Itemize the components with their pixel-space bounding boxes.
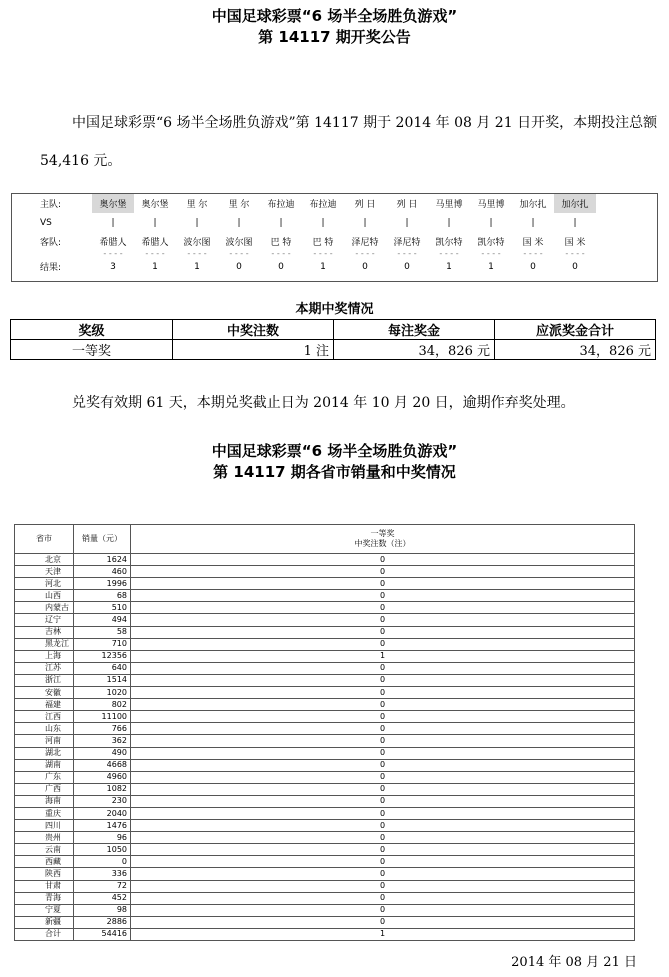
province-row (15, 626, 635, 638)
match-result: 0 (572, 261, 578, 272)
province-row (15, 699, 635, 711)
match-vs-mark: | (447, 217, 451, 228)
match-result: 1 (488, 261, 494, 272)
province-row (15, 771, 635, 783)
province-name: 山西 (15, 590, 74, 602)
province-row (15, 868, 635, 880)
province-sales: 1624 (74, 554, 131, 566)
notice-text: 兑奖有效期 61 天，本期兑奖截止日为 2014 年 10 月 20 日，逾期作弃奖处理。 (72, 395, 575, 411)
province-name: 湖北 (15, 747, 74, 759)
province-sales: 72 (74, 880, 131, 892)
section2-title-line-1: 中国足球彩票“6 场半全场胜负游戏” (211, 442, 458, 460)
province-row (15, 602, 635, 614)
province-name: 广东 (15, 771, 74, 783)
match-result: 0 (362, 261, 368, 272)
match-away-team: 泽尼特 (351, 238, 379, 248)
province-col-wins (131, 525, 635, 554)
match-vs-mark: | (111, 217, 115, 228)
match-away-team: 凯尔特 (435, 238, 463, 248)
match-home-team: 马里博 (477, 200, 505, 210)
province-name: 宁夏 (15, 904, 74, 916)
match-away-team: 国 米 (522, 238, 544, 248)
match-result: 1 (152, 261, 158, 272)
province-wins: 0 (131, 590, 635, 602)
province-sales: 4668 (74, 759, 131, 771)
match-vs-mark: | (195, 217, 199, 228)
province-wins: 0 (131, 795, 635, 807)
match-home-team: 布拉迪 (267, 200, 295, 210)
province-name: 重庆 (15, 807, 74, 819)
province-wins: 0 (131, 820, 635, 832)
home-label: 主队: (40, 200, 62, 210)
province-row (15, 747, 635, 759)
province-sales: 766 (74, 723, 131, 735)
match-divider: - - - - (355, 249, 375, 258)
announcement-title (0, 6, 669, 48)
title-line-2: 第 14117 期开奖公告 (258, 28, 411, 46)
province-table (14, 524, 635, 941)
province-wins: 0 (131, 747, 635, 759)
province-row (15, 638, 635, 650)
province-name: 吉林 (15, 626, 74, 638)
prize-per: 34，826 元 (334, 340, 495, 360)
province-name: 福建 (15, 699, 74, 711)
province-wins: 0 (131, 868, 635, 880)
match-vs-mark: | (573, 217, 577, 228)
province-wins: 0 (131, 662, 635, 674)
province-sales: 802 (74, 699, 131, 711)
match-vs-mark: | (489, 217, 493, 228)
prize-table (10, 319, 656, 360)
province-row (15, 892, 635, 904)
match-result: 1 (320, 261, 326, 272)
province-wins: 0 (131, 674, 635, 686)
match-home-team: 列 日 (354, 200, 376, 210)
province-row (15, 711, 635, 723)
province-wins: 0 (131, 832, 635, 844)
province-col-sales: 销量（元） (74, 525, 131, 554)
province-wins: 0 (131, 687, 635, 699)
match-result: 0 (404, 261, 410, 272)
result-label: 结果: (40, 263, 62, 273)
match-divider: - - - - (439, 249, 459, 258)
notice-paragraph (40, 384, 660, 422)
province-name: 内蒙古 (15, 602, 74, 614)
province-sales: 710 (74, 638, 131, 650)
prize-row (11, 340, 656, 360)
province-sales: 490 (74, 747, 131, 759)
province-wins: 0 (131, 771, 635, 783)
match-vs-mark: | (363, 217, 367, 228)
province-row (15, 856, 635, 868)
province-sales: 510 (74, 602, 131, 614)
match-table (11, 193, 658, 282)
province-sales: 452 (74, 892, 131, 904)
match-away-team: 波尔图 (225, 238, 253, 248)
province-name: 青海 (15, 892, 74, 904)
match-away-team: 凯尔特 (477, 238, 505, 248)
section2-title (0, 441, 669, 483)
province-wins: 0 (131, 807, 635, 819)
province-name: 河南 (15, 735, 74, 747)
match-result: 0 (530, 261, 536, 272)
province-row (15, 735, 635, 747)
vs-label: VS (40, 217, 52, 228)
province-sales: 336 (74, 868, 131, 880)
prize-level: 一等奖 (11, 340, 173, 360)
match-result: 0 (278, 261, 284, 272)
match-home-team: 加尔扎 (554, 194, 596, 213)
province-wins: 0 (131, 638, 635, 650)
province-wins: 0 (131, 554, 635, 566)
province-name: 云南 (15, 844, 74, 856)
match-home-team: 列 日 (396, 200, 418, 210)
province-name: 安徽 (15, 687, 74, 699)
province-wins: 0 (131, 578, 635, 590)
province-sales: 54416 (74, 928, 131, 940)
province-row (15, 687, 635, 699)
match-result: 1 (194, 261, 200, 272)
province-name: 湖南 (15, 759, 74, 771)
province-row (15, 614, 635, 626)
match-result: 3 (110, 261, 116, 272)
province-sales: 2040 (74, 807, 131, 819)
province-name: 河北 (15, 578, 74, 590)
prize-col-level: 奖级 (11, 320, 173, 340)
province-sales: 362 (74, 735, 131, 747)
province-name: 陕西 (15, 868, 74, 880)
province-sales: 4960 (74, 771, 131, 783)
match-vs-mark: | (153, 217, 157, 228)
province-sales: 98 (74, 904, 131, 916)
province-row (15, 795, 635, 807)
province-row (15, 807, 635, 819)
match-divider: - - - - (481, 249, 501, 258)
province-wins: 0 (131, 916, 635, 928)
province-row (15, 759, 635, 771)
match-home-team: 马里博 (435, 200, 463, 210)
province-name: 天津 (15, 566, 74, 578)
province-wins: 0 (131, 856, 635, 868)
province-row (15, 783, 635, 795)
province-wins: 0 (131, 711, 635, 723)
match-divider: - - - - (229, 249, 249, 258)
province-name: 新疆 (15, 916, 74, 928)
province-name: 浙江 (15, 674, 74, 686)
match-vs-mark: | (531, 217, 535, 228)
province-row (15, 662, 635, 674)
match-away-team: 巴 特 (312, 238, 334, 248)
province-row (15, 928, 635, 940)
province-row (15, 880, 635, 892)
province-row (15, 820, 635, 832)
match-result: 0 (236, 261, 242, 272)
province-wins: 0 (131, 614, 635, 626)
province-row (15, 916, 635, 928)
match-vs-mark: | (237, 217, 241, 228)
province-row (15, 566, 635, 578)
province-name: 贵州 (15, 832, 74, 844)
province-row (15, 590, 635, 602)
province-row (15, 723, 635, 735)
match-home-team: 里 尔 (186, 200, 208, 210)
prize-col-count: 中奖注数 (173, 320, 334, 340)
province-sales: 1514 (74, 674, 131, 686)
province-wins: 0 (131, 892, 635, 904)
match-vs-mark: | (405, 217, 409, 228)
province-wins: 0 (131, 699, 635, 711)
prize-col-per: 每注奖金 (334, 320, 495, 340)
province-sales: 1020 (74, 687, 131, 699)
province-sales: 2886 (74, 916, 131, 928)
province-name: 江西 (15, 711, 74, 723)
province-wins: 0 (131, 602, 635, 614)
province-sales: 12356 (74, 650, 131, 662)
match-home-team: 里 尔 (228, 200, 250, 210)
province-row (15, 832, 635, 844)
province-col-wins-line2: 中奖注数（注） (354, 539, 411, 548)
match-divider: - - - - (271, 249, 291, 258)
province-wins: 0 (131, 880, 635, 892)
province-sales: 11100 (74, 711, 131, 723)
province-name: 山东 (15, 723, 74, 735)
match-away-team: 波尔图 (183, 238, 211, 248)
province-sales: 494 (74, 614, 131, 626)
province-row (15, 578, 635, 590)
footer-date: 2014 年 08 月 21 日 (511, 955, 637, 970)
province-name: 上海 (15, 650, 74, 662)
province-wins: 0 (131, 735, 635, 747)
province-name: 合计 (15, 928, 74, 940)
province-row (15, 554, 635, 566)
match-divider: - - - - (145, 249, 165, 258)
province-wins: 0 (131, 904, 635, 916)
province-row (15, 904, 635, 916)
prize-count: 1 注 (173, 340, 334, 360)
province-row (15, 844, 635, 856)
match-away-team: 泽尼特 (393, 238, 421, 248)
province-name: 江苏 (15, 662, 74, 674)
match-vs-mark: | (279, 217, 283, 228)
prize-total: 34，826 元 (495, 340, 656, 360)
match-home-team: 奥尔堡 (141, 200, 169, 210)
match-home-team: 加尔扎 (519, 200, 547, 210)
match-away-team: 巴 特 (270, 238, 292, 248)
match-away-team: 希腊人 (141, 238, 169, 248)
province-name: 海南 (15, 795, 74, 807)
match-vs-mark: | (321, 217, 325, 228)
province-sales: 1476 (74, 820, 131, 832)
province-wins: 0 (131, 783, 635, 795)
province-name: 广西 (15, 783, 74, 795)
intro-paragraph (40, 104, 660, 180)
province-sales: 1996 (74, 578, 131, 590)
province-row (15, 674, 635, 686)
province-sales: 230 (74, 795, 131, 807)
match-result: 1 (446, 261, 452, 272)
province-sales: 58 (74, 626, 131, 638)
province-sales: 68 (74, 590, 131, 602)
province-wins: 0 (131, 626, 635, 638)
province-name: 西藏 (15, 856, 74, 868)
match-divider: - - - - (187, 249, 207, 258)
province-wins: 0 (131, 759, 635, 771)
title-line-1: 中国足球彩票“6 场半全场胜负游戏” (211, 7, 458, 25)
match-divider: - - - - (523, 249, 543, 258)
match-divider: - - - - (397, 249, 417, 258)
province-name: 黑龙江 (15, 638, 74, 650)
province-name: 甘肃 (15, 880, 74, 892)
province-wins: 0 (131, 566, 635, 578)
match-divider: - - - - (103, 249, 123, 258)
match-home-team: 布拉迪 (309, 200, 337, 210)
province-sales: 96 (74, 832, 131, 844)
province-wins: 0 (131, 844, 635, 856)
province-sales: 640 (74, 662, 131, 674)
province-col-name: 省市 (15, 525, 74, 554)
province-col-wins-line1: 一等奖 (370, 529, 395, 538)
province-sales: 460 (74, 566, 131, 578)
province-sales: 0 (74, 856, 131, 868)
province-name: 北京 (15, 554, 74, 566)
match-home-team: 奥尔堡 (92, 194, 134, 213)
province-row (15, 650, 635, 662)
province-wins: 0 (131, 723, 635, 735)
intro-text: 中国足球彩票“6 场半全场胜负游戏”第 14117 期于 2014 年 08 月 21 日开奖，本期投注总额 54,416 元。 (40, 115, 658, 169)
province-sales: 1082 (74, 783, 131, 795)
section2-title-line-2: 第 14117 期各省市销量和中奖情况 (213, 463, 456, 481)
prize-heading: 本期中奖情况 (295, 302, 374, 317)
province-wins: 1 (131, 928, 635, 940)
away-label: 客队: (40, 238, 62, 248)
province-sales: 1050 (74, 844, 131, 856)
province-wins: 1 (131, 650, 635, 662)
province-name: 辽宁 (15, 614, 74, 626)
province-name: 四川 (15, 820, 74, 832)
match-away-team: 希腊人 (99, 238, 127, 248)
match-divider: - - - - (565, 249, 585, 258)
prize-col-total: 应派奖金合计 (495, 320, 656, 340)
match-away-team: 国 米 (564, 238, 586, 248)
match-divider: - - - - (313, 249, 333, 258)
